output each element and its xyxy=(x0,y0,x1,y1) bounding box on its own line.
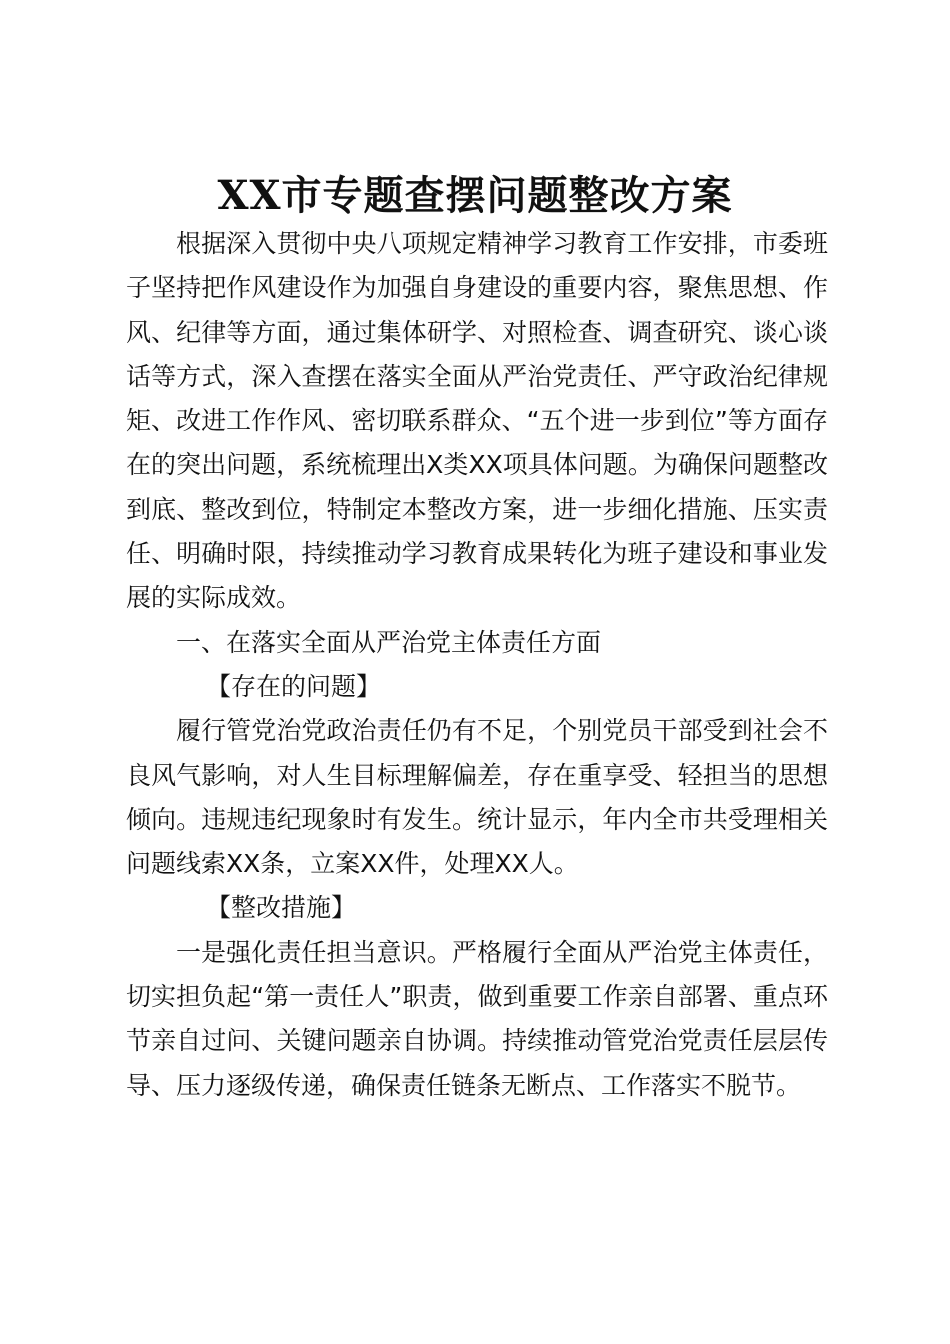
measure-paragraph: 一是强化责任担当意识。严格履行全面从严治党主体责任，切实担负起“第一责任人”职责，做到重要工作亲自部署、重点环节亲自过问、关键问题亲自协调。持续推动管党治党责任层层传导、压力逐级传递，确保责任链条无断点、工作落实不脱节。 xyxy=(126,937,828,1100)
problems-paragraph: 履行管党治党政治责任仍有不足，个别党员干部受到社会不良风气影响，对人生目标理解偏差，存在重享受、轻担当的思想倾向。违规违纪现象时有发生。统计显示，年内全市共受理相关问题线索XX条，立案XX件，处理XX人。 xyxy=(126,716,828,879)
document-body xyxy=(126,222,828,1108)
document-title: XX市专题查摆问题整改方案 xyxy=(217,172,733,219)
intro-paragraph: 根据深入贯彻中央八项规定精神学习教育工作安排，市委班子坚持把作风建设作为加强自身建设的重要内容，聚焦思想、作风、纪律等方面，通过集体研学、对照检查、调查研究、谈心谈话等方式，深入查摆在落实全面从严治党责任、严守政治纪律规矩、改进工作作风、密切联系群众、“五个进一步到位”等方面存在的突出问题，系统梳理出X类XX项具体问题。为确保问题整改到底、整改到位，特制定本整改方案，进一步细化措施、压实责任、明确时限，持续推动学习教育成果转化为班子建设和事业发展的实际成效。 xyxy=(126,229,828,613)
section-heading: 一、在落实全面从严治党主体责任方面 xyxy=(176,627,602,657)
problems-label: 【存在的问题】 xyxy=(206,671,382,701)
measures-label: 【整改措施】 xyxy=(206,893,357,923)
